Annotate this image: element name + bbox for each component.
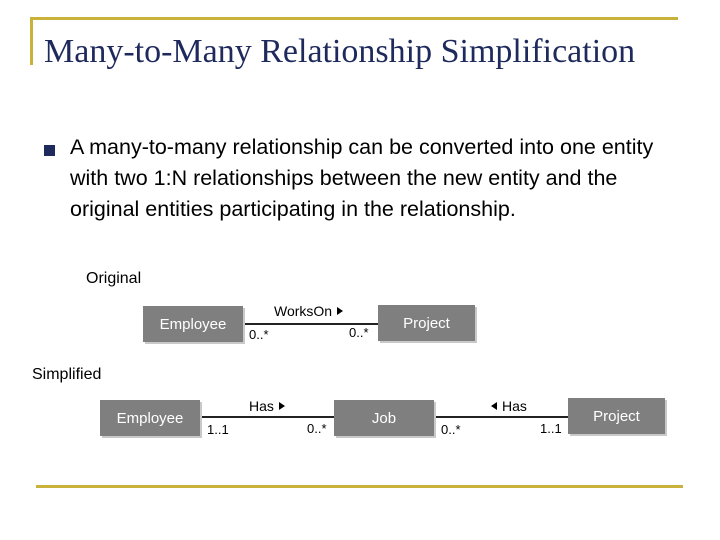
original-label: Original bbox=[86, 270, 142, 287]
frame-top-rule bbox=[30, 17, 678, 20]
slide-title: Many-to-Many Relationship Simplification bbox=[44, 33, 636, 70]
original-project-entity: Project bbox=[378, 305, 475, 341]
bullet-square-icon bbox=[44, 145, 55, 156]
simplified-employee-entity: Employee bbox=[100, 400, 200, 436]
simplified-cardinality-3: 0..* bbox=[441, 422, 461, 437]
bullet-text: A many-to-many relationship can be converted into one entity with two 1:N relationships between the new entity and the original entities participating in the relationship. bbox=[70, 135, 654, 221]
direction-right-icon bbox=[279, 402, 285, 410]
simplified-cardinality-2: 0..* bbox=[307, 421, 327, 436]
simplified-project-entity: Project bbox=[568, 398, 665, 434]
original-relationship-name bbox=[274, 303, 343, 319]
simplified-left-relationship-label: Has bbox=[249, 398, 274, 414]
simplified-label: Simplified bbox=[32, 366, 102, 383]
original-right-cardinality: 0..* bbox=[349, 325, 369, 340]
direction-left-icon bbox=[491, 402, 497, 410]
frame-left-rule bbox=[30, 17, 33, 65]
simplified-left-relationship-line bbox=[202, 416, 334, 418]
simplified-right-relationship-line bbox=[436, 416, 568, 418]
original-left-cardinality: 0..* bbox=[249, 327, 269, 342]
simplified-right-relationship-name bbox=[491, 398, 527, 414]
original-relationship-label: WorksOn bbox=[274, 303, 333, 319]
simplified-job-entity: Job bbox=[334, 400, 434, 436]
simplified-right-relationship-label: Has bbox=[502, 398, 527, 414]
bottom-rule bbox=[36, 485, 683, 488]
direction-right-icon bbox=[337, 307, 343, 315]
simplified-cardinality-1: 1..1 bbox=[207, 422, 229, 437]
original-employee-entity: Employee bbox=[143, 306, 243, 342]
simplified-left-relationship-name bbox=[249, 398, 285, 414]
simplified-cardinality-4: 1..1 bbox=[540, 421, 562, 436]
